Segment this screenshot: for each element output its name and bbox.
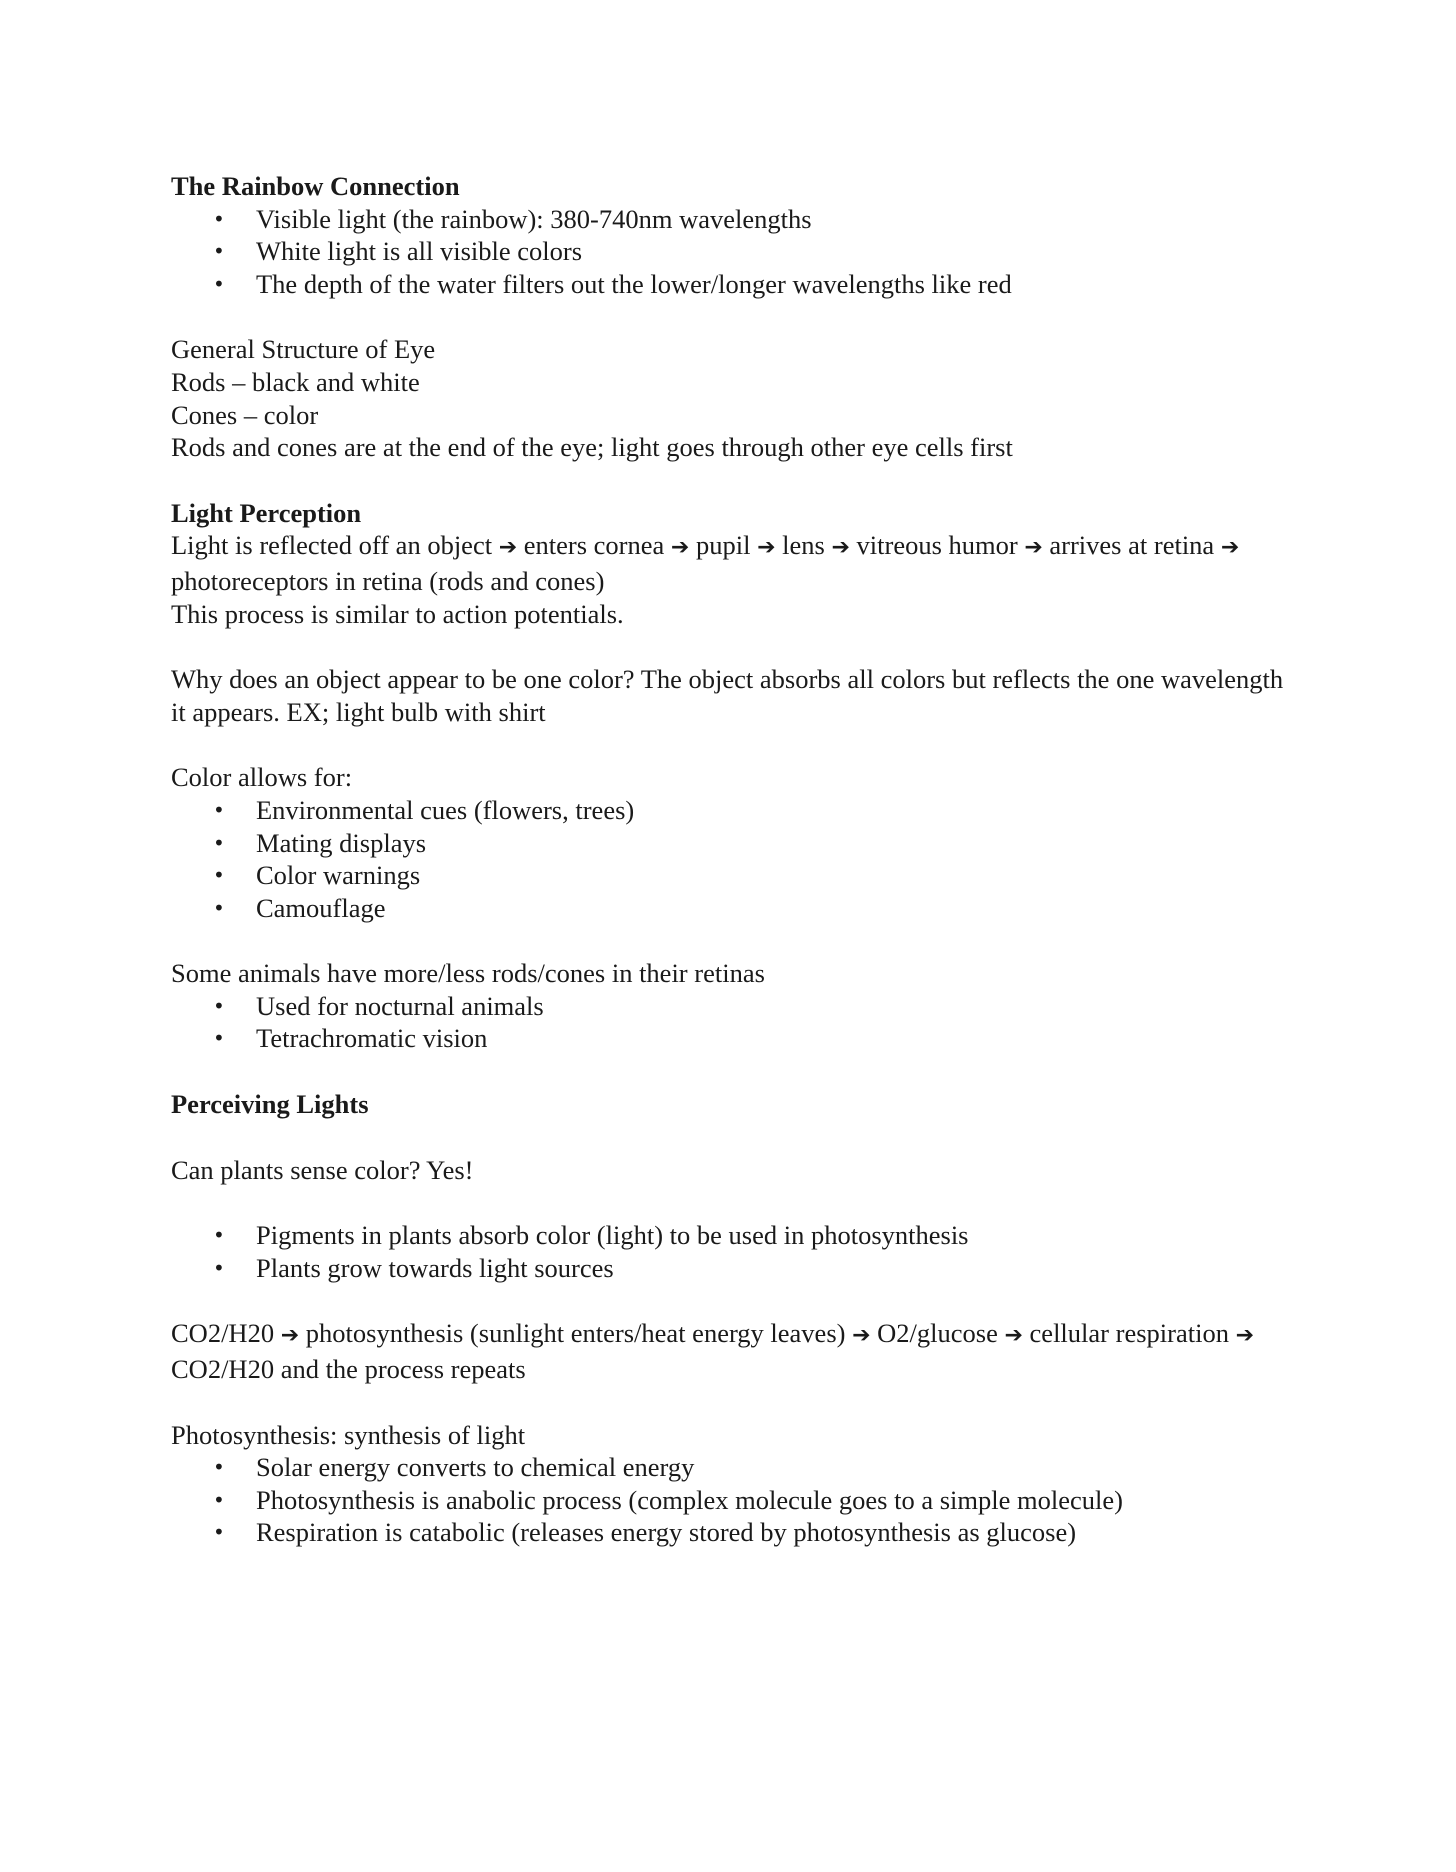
bullet-icon: • <box>213 1455 225 1480</box>
bullet-icon: • <box>213 1255 225 1280</box>
arrow-right-icon: ➔ <box>670 535 690 561</box>
spacer <box>171 1055 1301 1088</box>
plants-question: Can plants sense color? Yes! <box>171 1154 474 1185</box>
cycle-step: cellular respiration <box>1029 1318 1229 1349</box>
spacer <box>171 1284 1301 1317</box>
arrow-right-icon: ➔ <box>498 535 518 561</box>
list-item <box>171 859 1301 892</box>
eye-rods-cones-line: Rods and cones are at the end of the eye; light goes through other eye cells first <box>171 432 1013 463</box>
animals-intro: Some animals have more/less rods/cones in their retinas <box>171 958 765 989</box>
bullet-icon: • <box>213 895 225 920</box>
color-allows-bullet-list <box>171 794 1301 924</box>
arrow-right-icon: ➔ <box>1220 535 1240 561</box>
list-item-text: White light is all visible colors <box>256 236 583 267</box>
list-item-text: The depth of the water filters out the lower/longer wavelengths like red <box>256 268 1012 299</box>
list-item <box>171 235 1301 268</box>
bullet-icon: • <box>213 271 225 296</box>
list-item <box>171 203 1301 236</box>
arrow-right-icon: ➔ <box>1235 1323 1255 1349</box>
light-path-paragraph <box>171 529 1301 597</box>
list-item-text: Mating displays <box>256 827 427 858</box>
spacer <box>171 1386 1301 1419</box>
arrow-right-icon: ➔ <box>280 1323 300 1349</box>
spacer <box>171 728 1301 761</box>
bullet-icon: • <box>213 206 225 231</box>
photosynthesis-bullet-list <box>171 1451 1301 1549</box>
eye-cones-line: Cones – color <box>171 399 319 430</box>
spacer <box>171 1121 1301 1154</box>
bullet-icon: • <box>213 863 225 888</box>
arrow-right-icon: ➔ <box>831 535 850 561</box>
list-item <box>171 1451 1301 1484</box>
list-item <box>171 268 1301 301</box>
spacer <box>171 464 1301 497</box>
light-path-step: vitreous humor <box>856 530 1018 561</box>
list-item-text: Environmental cues (flowers, trees) <box>256 794 635 825</box>
cycle-step: O2/glucose <box>877 1318 998 1349</box>
bullet-icon: • <box>213 1520 225 1545</box>
list-item <box>171 892 1301 925</box>
light-path-step: Light is reflected off an object <box>171 530 493 561</box>
bullet-icon: • <box>213 239 225 264</box>
spacer <box>171 924 1301 957</box>
animals-bullet-list <box>171 990 1301 1055</box>
heading-light-perception: Light Perception <box>171 497 362 528</box>
list-item <box>171 1516 1301 1549</box>
bullet-icon: • <box>213 1487 225 1512</box>
arrow-right-icon: ➔ <box>852 1323 871 1349</box>
rainbow-bullet-list <box>171 203 1301 301</box>
cycle-step: CO2/H20 and the process repeats <box>171 1354 526 1385</box>
spacer <box>171 300 1301 333</box>
list-item-text: Photosynthesis is anabolic process (complex molecule goes to a simple molecule) <box>256 1484 1123 1515</box>
list-item <box>171 1484 1301 1517</box>
list-item-text: Camouflage <box>256 892 386 923</box>
list-item-text: Color warnings <box>256 860 421 891</box>
bullet-icon: • <box>213 830 225 855</box>
bullet-icon: • <box>213 797 225 822</box>
light-path-step: pupil <box>695 530 751 561</box>
eye-structure-title: General Structure of Eye <box>171 334 436 365</box>
list-item <box>171 1022 1301 1055</box>
document-page <box>171 170 1301 1549</box>
color-allows-intro: Color allows for: <box>171 762 353 793</box>
arrow-right-icon: ➔ <box>757 535 776 561</box>
spacer <box>171 630 1301 663</box>
list-item <box>171 1219 1301 1252</box>
light-path-step: enters cornea <box>523 530 665 561</box>
list-item-text: Visible light (the rainbow): 380-740nm wavelengths <box>256 203 812 234</box>
light-path-step: lens <box>782 530 825 561</box>
plants-bullet-list <box>171 1219 1301 1284</box>
light-path-step: arrives at retina <box>1049 530 1215 561</box>
list-item <box>171 794 1301 827</box>
heading-rainbow-connection: The Rainbow Connection <box>171 171 460 201</box>
list-item <box>171 1252 1301 1285</box>
arrow-right-icon: ➔ <box>1024 535 1043 561</box>
cycle-step: CO2/H20 <box>171 1318 275 1349</box>
photosynthesis-intro: Photosynthesis: synthesis of light <box>171 1419 526 1450</box>
list-item-text: Pigments in plants absorb color (light) to be used in photosynthesis <box>256 1220 969 1251</box>
arrow-right-icon: ➔ <box>1004 1323 1023 1349</box>
list-item-text: Plants grow towards light sources <box>256 1252 614 1283</box>
cycle-step: photosynthesis (sunlight enters/heat energy leaves) <box>305 1318 846 1349</box>
list-item-text: Tetrachromatic vision <box>256 1023 488 1054</box>
action-potential-line: This process is similar to action potentials. <box>171 598 624 629</box>
bullet-icon: • <box>213 993 225 1018</box>
list-item <box>171 990 1301 1023</box>
heading-perceiving-lights: Perceiving Lights <box>171 1089 369 1120</box>
list-item-text: Respiration is catabolic (releases energy stored by photosynthesis as glucose) <box>256 1517 1077 1548</box>
list-item-text: Used for nocturnal animals <box>256 990 544 1021</box>
list-item-text: Solar energy converts to chemical energy <box>256 1452 695 1483</box>
cycle-paragraph <box>171 1317 1301 1385</box>
list-item <box>171 827 1301 860</box>
light-path-step: photoreceptors in retina (rods and cones) <box>171 565 605 596</box>
eye-rods-line: Rods – black and white <box>171 366 420 397</box>
bullet-icon: • <box>213 1026 225 1051</box>
one-color-paragraph: Why does an object appear to be one color? The object absorbs all colors but reflects the one wavelength it appears. EX; light bulb with shirt <box>171 664 1284 727</box>
spacer <box>171 1186 1301 1219</box>
bullet-icon: • <box>213 1223 225 1248</box>
